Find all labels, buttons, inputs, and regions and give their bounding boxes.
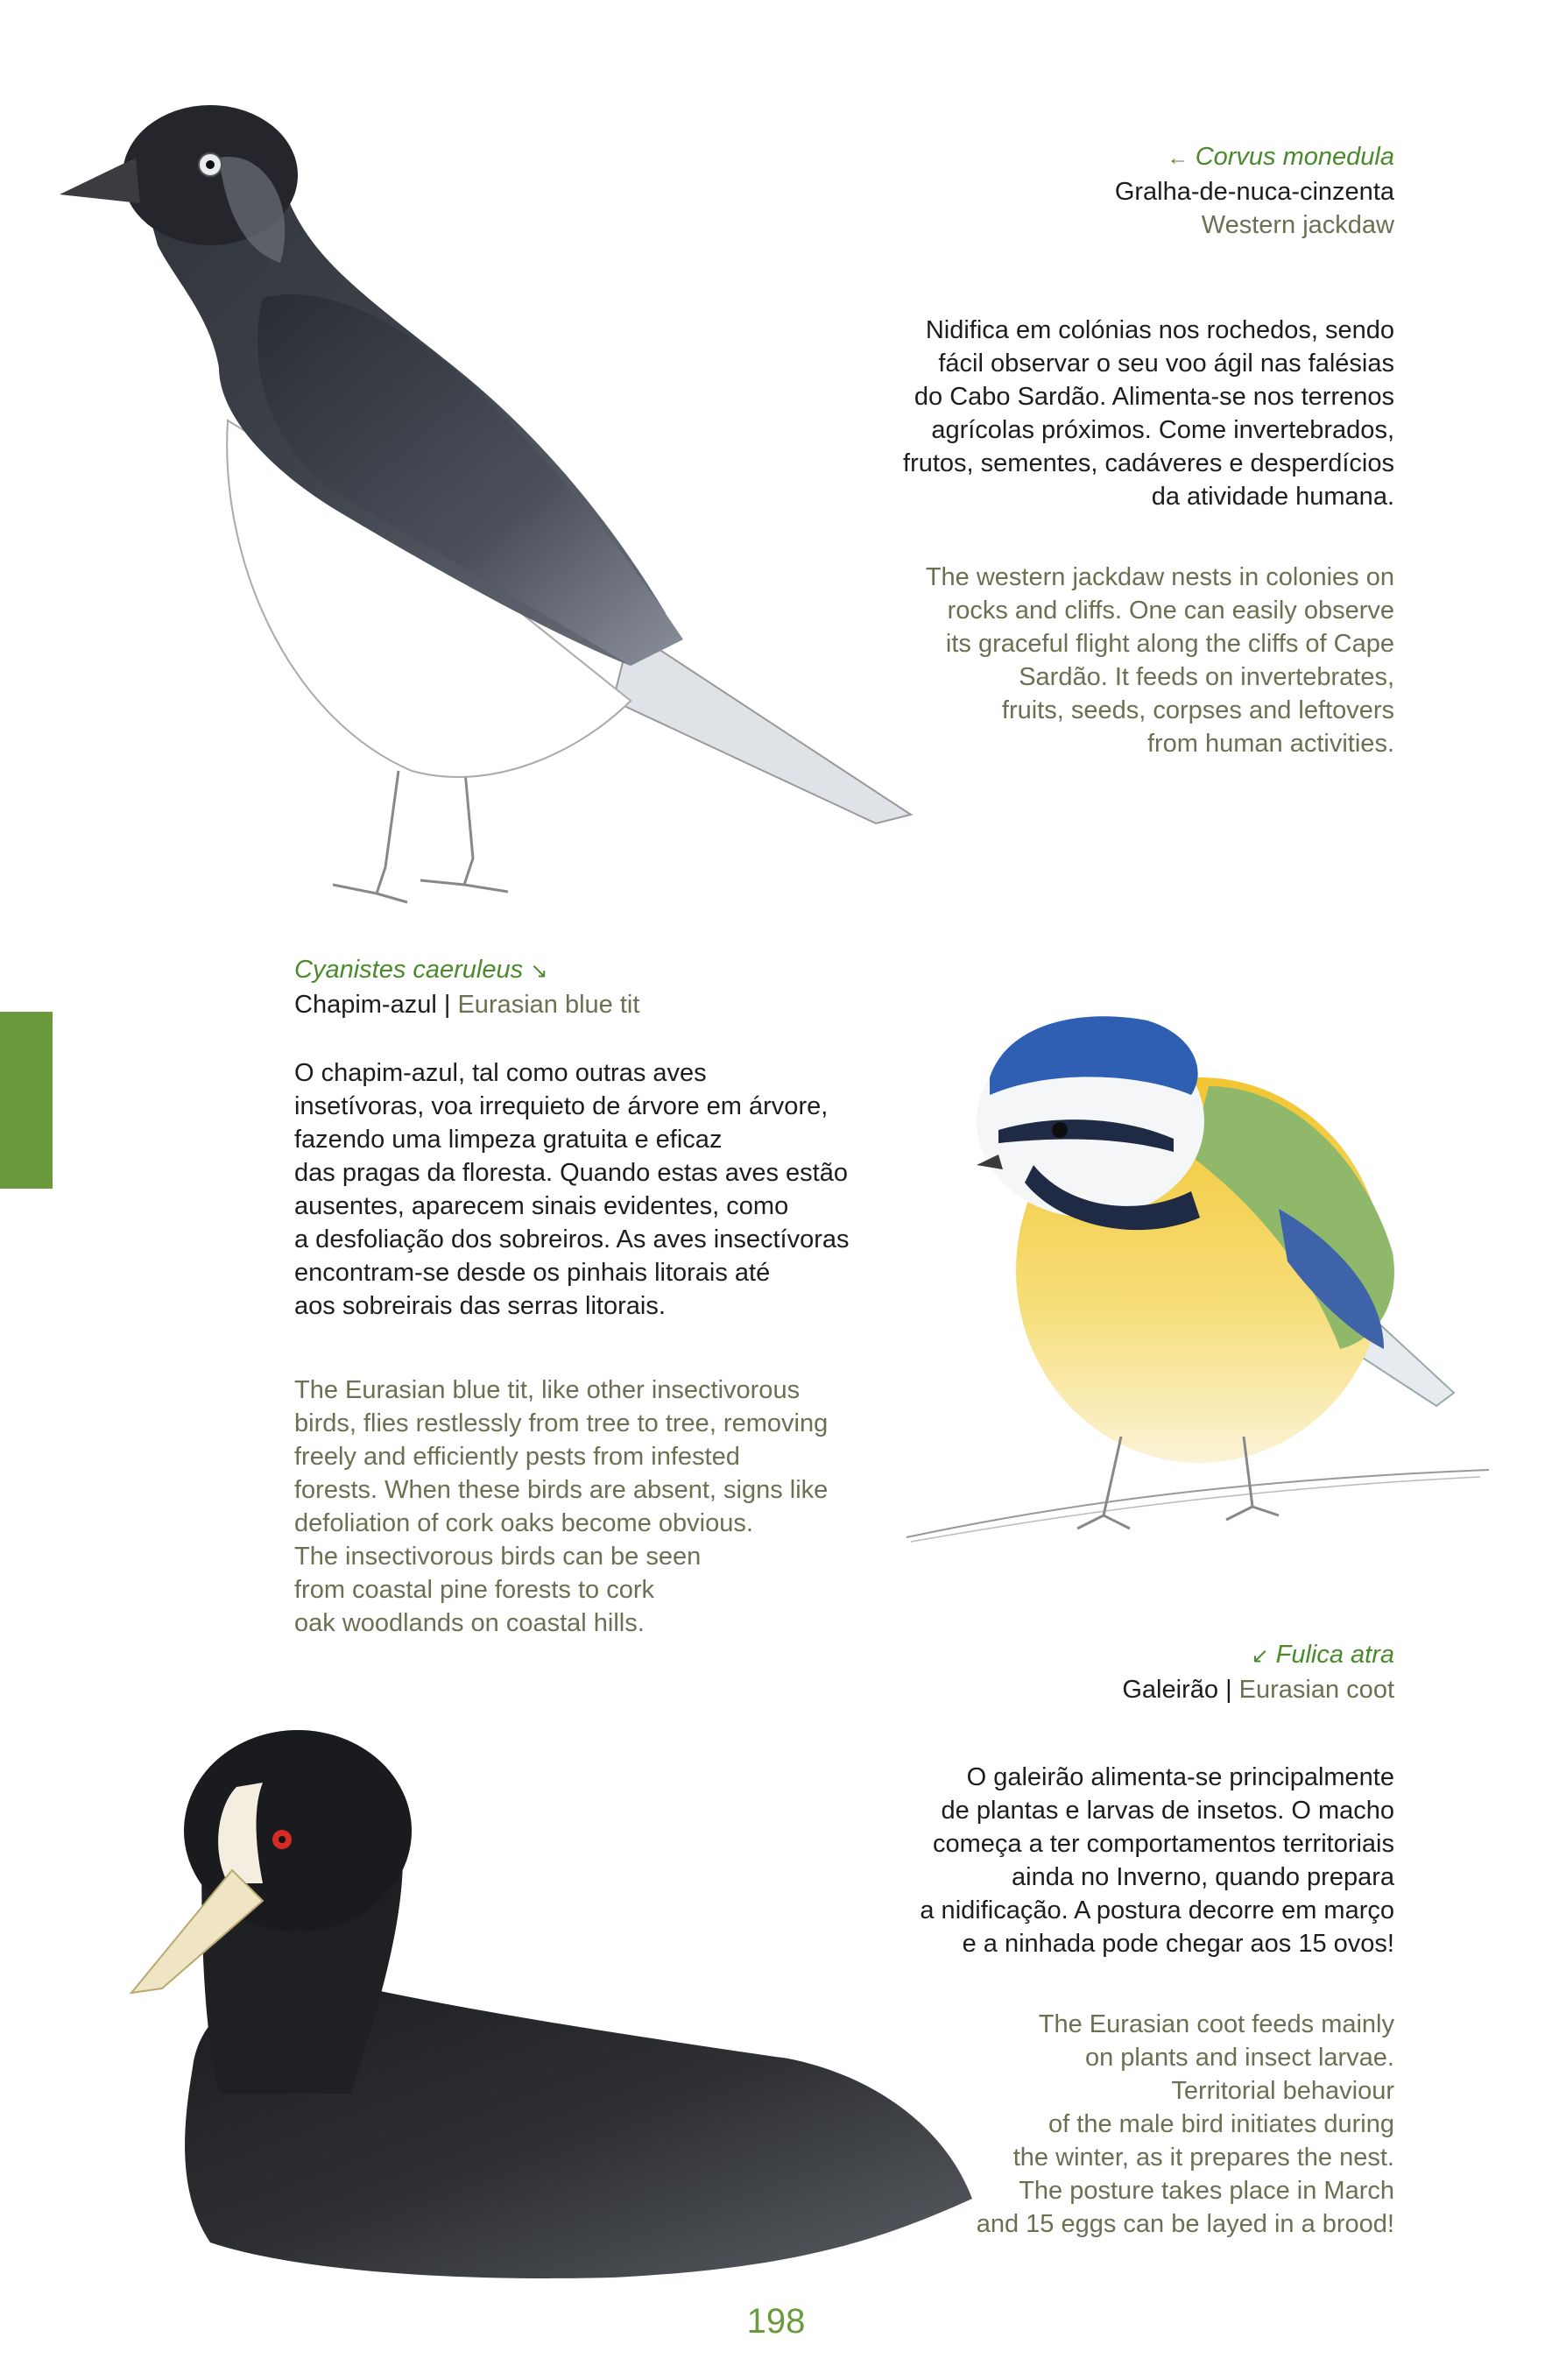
- name-separator: |: [1225, 1676, 1232, 1704]
- coot-names: [781, 1638, 1394, 1706]
- coot-common-names: [781, 1673, 1394, 1706]
- coot-portuguese-name: Galeirão: [1122, 1676, 1218, 1704]
- coot-scientific-name: [781, 1638, 1394, 1673]
- blue-tit-common-names: [294, 988, 925, 1021]
- coot-text-pt: O galeirão alimenta-se principalmente de plantas e larvas de insetos. O macho começa a ter comportamentos territoriais ainda no Inverno, quando prepara a nidificação. A postura decorre em março e a ninhada pode chegar aos 15 ovos!: [920, 1763, 1394, 1958]
- arrow-down-left-icon: ↙: [1251, 1644, 1269, 1668]
- coot-text-en: The Eurasian coot feeds mainly on plants and insect larvae. Territorial behaviour of the male bird initiates during the winter, as it prepares the nest. The posture takes place in March and 15 eggs can be layed in a brood!: [976, 2010, 1394, 2238]
- jackdaw-english-name: Western jackdaw: [1201, 211, 1394, 239]
- jackdaw-text-en: The western jackdaw nests in colonies on rocks and cliffs. One can easily observe its graceful flight along the cliffs of Cape Sardão. It feeds on invertebrates, fruits, seeds, corpses and leftovers from human activities.: [925, 563, 1394, 758]
- jackdaw-names: [781, 140, 1394, 242]
- jackdaw-scientific-name: [781, 140, 1394, 175]
- page-number: 198: [746, 2302, 806, 2341]
- blue-tit-text-en: The Eurasian blue tit, like other insectivorous birds, flies restlessly from tree to tree, removing freely and efficiently pests from infested forests. When these birds are absent, signs like defoliation of cork oaks become obvious. The insectivorous birds can be seen from coastal pine forests to cork oak woodlands on coastal hills.: [294, 1376, 829, 1637]
- arrow-left-icon: ←: [1167, 146, 1189, 170]
- name-separator: |: [443, 991, 451, 1019]
- blue-tit-scientific-name: [294, 953, 925, 988]
- scientific-name-text: Fulica atra: [1275, 1641, 1394, 1669]
- scientific-name-text: Cyanistes caeruleus: [294, 956, 524, 984]
- blue-tit-english-name: Eurasian blue tit: [457, 991, 640, 1019]
- arrow-down-right-icon: ↘: [530, 959, 548, 983]
- blue-tit-names: [294, 953, 925, 1021]
- blue-tit-portuguese-name: Chapim-azul: [294, 991, 437, 1019]
- jackdaw-text-pt: Nidifica em colónias nos rochedos, sendo fácil observar o seu voo ágil nas falésias do Cabo Sardão. Alimenta-se nos terrenos agrícolas próximos. Come invertebrados, frutos, sementes, cadáveres e desperdícios da atividade humana.: [903, 316, 1394, 511]
- blue-tit-text-pt: O chapim-azul, tal como outras aves insetívoras, voa irrequieto de árvore em árvore, fazendo uma limpeza gratuita e eficaz das pragas da floresta. Quando estas aves estão ausentes, aparecem sinais evidentes, como a desfoliação dos sobreiros. As aves insectívoras encontram-se desde os pinhais litorais até aos sobreirais das serras litorais.: [294, 1059, 850, 1320]
- jackdaw-portuguese-name: Gralha-de-nuca-cinzenta: [1114, 178, 1394, 206]
- coot-english-name: Eurasian coot: [1238, 1676, 1394, 1704]
- scientific-name-text: Corvus monedula: [1195, 143, 1394, 171]
